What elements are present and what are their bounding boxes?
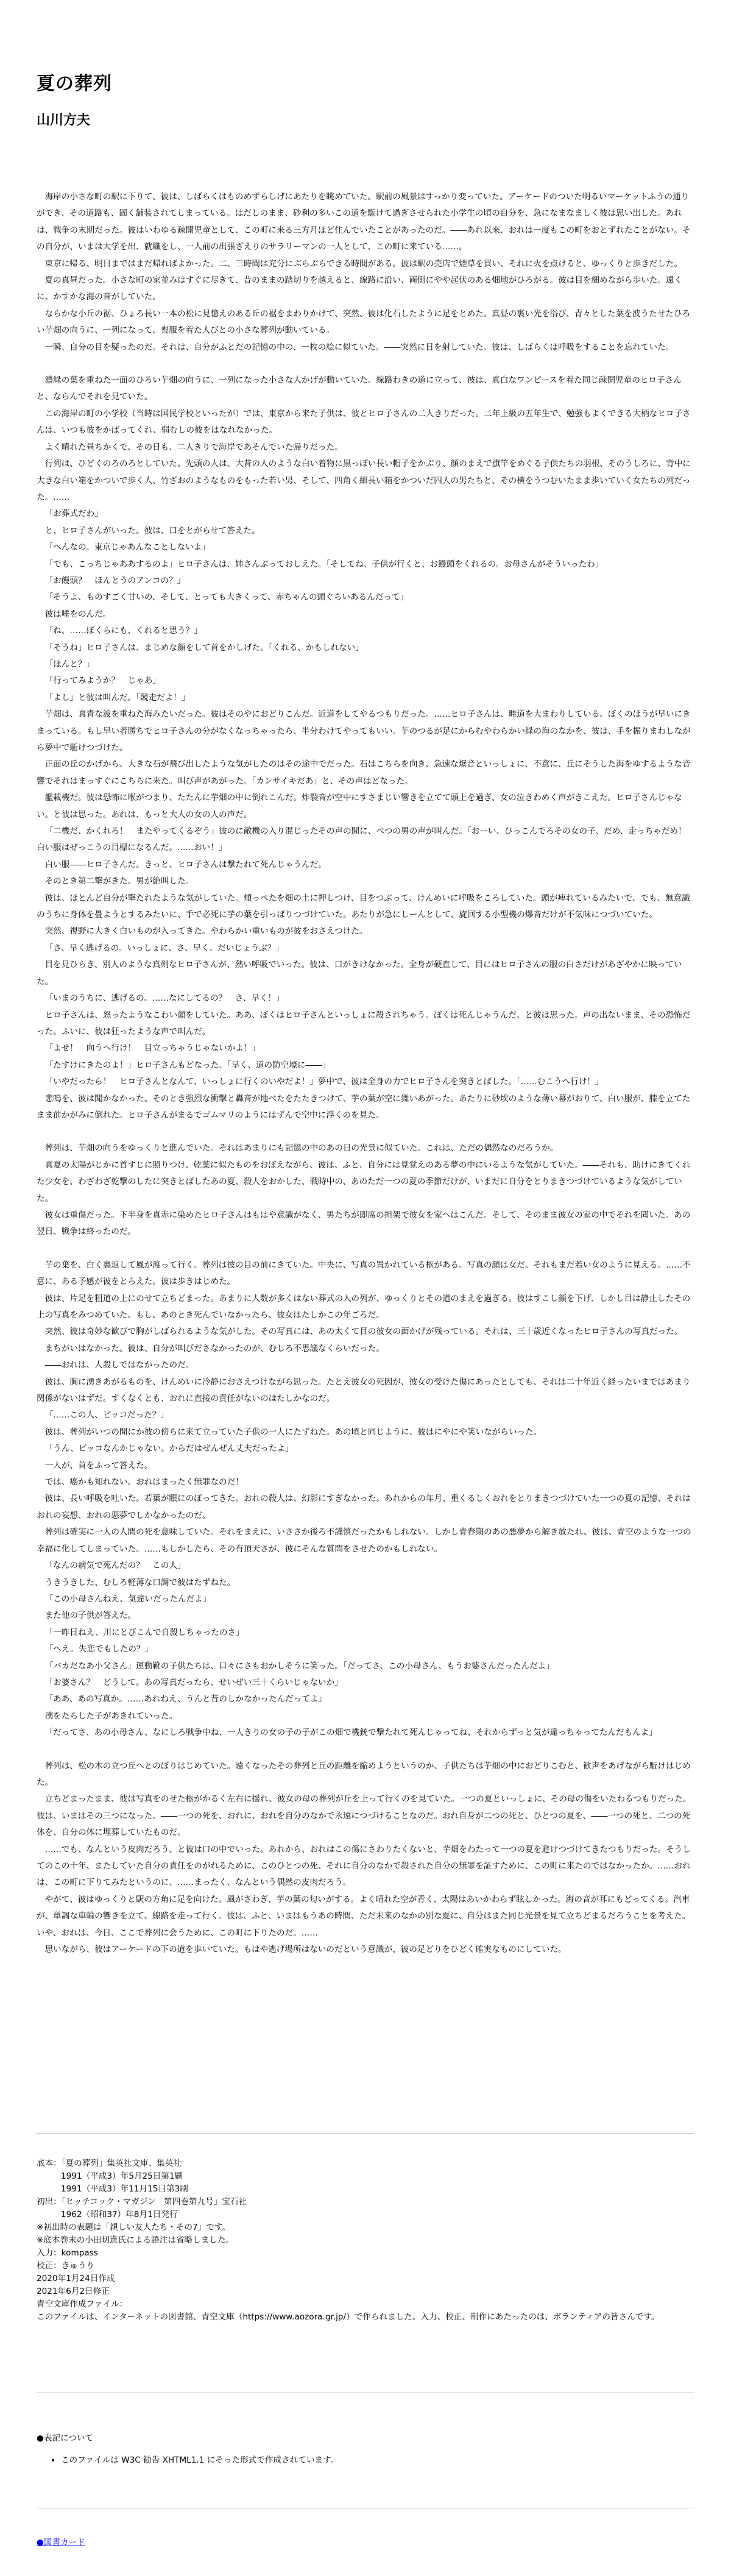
paragraph: 「お饅頭？ ほんとうのアンコの？」: [44, 575, 186, 586]
paragraph: よく晴れた昼ちかくで、その日も、二人きりで海岸であそんでいた帰りだった。: [44, 442, 343, 452]
section-gap: [37, 1742, 691, 1758]
biblio-line: 校正：きゅうり: [37, 2261, 95, 2271]
paragraph: 濃緑の葉を重ねた一面のひろい芋畑の向うに、一列になった小さな人かげが動いていた。線路わきの道に立って、彼は、真白なワンピースを着た同じ疎開児童のヒロ子さんと、ならんでそれを見ていた。: [37, 375, 682, 402]
paragraph: 彼は、ほとんど自分が撃たれたような気がしていた。頬っぺたを畑の土に押しつけ、目をつぶって、けんめいに呼吸をころしていた。頭が痺れているみたいで、でも、無意識のうちに身体を畳ようとするみたいに、手で必死に芋の葉を引っぱりつづけていた。あたりが急にしーんとして、旋回する小型機の爆音だけが不気味につづいていた。: [37, 893, 690, 920]
paragraph: 「二機だ、かくれろ！ またやってくるぞう」彼のに敵機の入り混じったその声の間に、べつの男の声が叫んだ。「おーい、ひっこんでろその女の子、だめ、走っちゃだめ！ 白い服はぜっこうの目標になるんだ。……おい！」: [37, 826, 695, 853]
paragraph: 突然、視野に大きく白いものが入ってきた。やわらかい重いものが彼をおさえつけた。: [44, 926, 368, 937]
paragraph: ……でも、なんという皮肉だろう、と彼は口の中でいった。あれから、おれはこの傷にさわりたくないと、芋畑をわたって一つの夏を避けつづけてきたつもりだった。そうしてのこの十年、またしていた自分の責任をのがれるために、このひとつの死、それに自分のなかで殺された自分の無罪を証すために、この町に来たのではなかったか。……おれは、この町に下りてみたというのに、……まったく、なんという偶然の皮肉だろう。: [37, 1844, 691, 1888]
biblio-line: 2020年1月24日作成: [37, 2274, 115, 2283]
notes-item: • このファイルは W3C 勧告 XHTML1.1 にそった形式で作成されています。: [61, 2454, 339, 2467]
biblio-line: 1991（平成3）年5月25日第1刷: [61, 2171, 183, 2181]
biblio-line: ※底本巻末の小田切進氏による語注は省略しました。: [37, 2235, 235, 2245]
paragraph: と、ヒロ子さんがいった。彼は、口をとがらせて答えた。: [44, 525, 260, 536]
paragraph: まちがいはなかった。彼は、自分が叫びださなかったのが、むしろ不思議なくらいだった。: [44, 1343, 384, 1354]
section-1: [37, 189, 691, 356]
notes-list: [37, 2454, 339, 2467]
paragraph: 彼女は重傷だった。下半身を真赤に染めたヒロ子さんはもはや意識がなく、男たちが即席の担架で彼女を家へはこんだ。そして、そのまま彼女の家の中でそれを聞いた。あの翌日、戦争は終ったのだ。: [37, 1210, 691, 1237]
author-name: 山川方夫: [37, 113, 91, 128]
paragraph: 葬列は、松の木の立つ丘へとのぼりはじめていた。遠くなったその葬列と丘の距離を縮めようというのか、子供たちは芋畑の中におどりこむと、歓声をあげながら駈けはじめた。: [37, 1761, 691, 1787]
paragraph: 「たすけにきたのよ！」ヒロ子さんもどなった。「早く、道の防空壕に――」: [44, 1060, 331, 1070]
paragraph: 「へんなの。東京じゃあんなことしないよ」: [44, 542, 210, 553]
section-5: [37, 1758, 691, 1959]
paragraph: 葬列は、芋畑の向うをゆっくりと進んでいた。それはあまりにも記憶の中のあの日の光景に似ていた。これは、ただの偶然なのだろうか。: [44, 1143, 559, 1154]
section-gap: [37, 1124, 691, 1140]
paragraph: 「……この人、ピッコだった？」: [44, 1410, 169, 1421]
paragraph: 「行ってみようか？ じゃあ」: [44, 676, 161, 686]
biblio-line: ※初出時の表題は「親しい友人たち・その7」です。: [37, 2223, 231, 2232]
paragraph: 真夏の太陽がじかに首すじに照りつけ、乾葉に似たものをおぼえながら、彼は、ふと、自分には見覚えのある夢の中にいるような気がしていた。――それも、助けにきてくれた少女を、わざわざ乾撃のしたに突きとばしたあの夏、殺人をおかした、戦時中の、あのただ一つの夏の季節だけが、いまだに自分をとりまきつづけているような気がしていた。: [37, 1160, 691, 1204]
section-3: [37, 1140, 691, 1240]
paragraph: 「そうね」ヒロ子さんは、まじめな顔をして首をかしげた。「くれる、かもしれない」: [44, 642, 364, 653]
paragraph: 「一昨日ねえ、川にとびこんで自殺しちゃったのさ」: [44, 1627, 244, 1637]
paragraph: では、癌かも知れない。おれはまったく無罪なのだ！: [44, 1477, 244, 1488]
paragraph: 「この小母さんねえ、気違いだったんだよ」: [44, 1594, 211, 1604]
page-title: 夏の葬列: [37, 73, 112, 94]
paragraph: 立ちどまったまま、彼は写真をのせた柩がかるく左右に揺れ、彼女の母の葬列が丘を上って行くのを見ていた。一つの夏といっしょに、その母の傷をいたわるつもりだった。彼は、いまはその三つになった。――一つの死を、おれに、おれを自分のなかで永遠につづけることなのだ。おれ自身が二つの死と、ひとつの夏を、――一つの死と、二つの死体を、自分の体に埋葬していたものだ。: [37, 1794, 691, 1838]
paragraph: 「さ、早く逃げるの。いっしょに、さ、早く。だいじょうぶ？」: [44, 943, 284, 953]
paragraph: うきうきした、むしろ軽薄な口調で彼はたずねた。: [44, 1577, 236, 1588]
biblio-line: 青空文庫作成ファイル：: [37, 2299, 128, 2309]
paragraph: 一人が、首をふって答えた。: [44, 1460, 153, 1471]
paragraph: 海岸の小さな町の駅に下りて、彼は、しばらくはものめずらしげにあたりを眺めていた。駅前の風景はすっかり変っていた。アーケードのついた明るいマーケットふうの通りができ、その道路も、固く舗装されてしまっている。はだしのまま、砂利の多いこの道を駈けて過ぎさせられた小学生の頃の自分を、急になまなましく彼は思い出した。あれは、戦争の末期だった。彼はいわゆる疎開児童として、この町に来る三方月ほど住んでいたことがあったのだ。――あれ以来、おれは一度もこの町をおとずれたことがない。その自分が、いまは大学を出、就職をし、一人前の出張ざえりのサラリーマンの一人として、この町に来ている……。: [37, 192, 691, 252]
biblio-line: 2021年6月2日修正: [37, 2287, 110, 2296]
section-gap: [37, 1241, 691, 1257]
paragraph: 「ね、……ぼくらにも、くれると思う？」: [44, 626, 202, 636]
paragraph: 「ああ、あの写真か。……あれねえ、うんと昔のしかなかったんだってよ」: [44, 1694, 327, 1705]
paragraph: 「へえ。失恋でもしたの？」: [44, 1644, 154, 1655]
paragraph: 「だってさ、あの小母さん、なにしろ戦争中ね、一人きりの女の子の子がこの畑で機銃で撃たれて死んじゃってね、それからずっと気が違っちゃってたんだもんよ」: [44, 1728, 657, 1738]
paragraph: 「よせ！ 向うへ行け！ 目立っちゃうじゃないかよ！」: [44, 1043, 261, 1054]
paragraph: また他の子供が答えた。: [44, 1611, 136, 1621]
paragraph: 芋畑は、真青な波を重ねた海みたいだった。彼はそのやにおどりこんだ。近道をしてやるつもりだった。……ヒロ子さんは、畦道を大まわりしている。ぼくのほうが早いにきまっている。もし早い者勝ちでヒロ子さんの分がなくなっちゃったら、半分わけてやってもいい。芋のつるが足にからむやわらかい緑の海のなかを、彼は、手を振りまわしながら夢中で駈けつづけた。: [37, 709, 691, 753]
paragraph: 艦載機だ。彼は恐怖に喉がつまり、たたんに芋畑の中に倒れこんだ。炸裂音が空中にすさまじい響きを立てて頭上を過ぎ、女の泣きわめく声がきこえた。ヒロ子さんじゃない。と彼は思った。あれは、もっと大人の女の人の声だ。: [37, 793, 682, 820]
divider: [37, 2133, 694, 2134]
paragraph: 「でも、こっちじゃああするのよ」ヒロ子さんは、姉さんぶっておしえた。「そしてね、子供が行くと、お饅頭をくれるの。お母さんがそういったわ」: [44, 559, 604, 569]
paragraph: ヒロ子さんは、怒ったようなこわい顔をしていた。ああ、ぼくはヒロ子さんといっしょに殺されちゃう。ぼくは死んじゃうんだ、と彼は思った。声の出ないまま、その恐怖だった。ふいに、彼は狂ったような声で叫んだ。: [37, 1010, 691, 1037]
biblio-line: このファイルは、インターネットの図書館、青空文庫（https://www.aozora.gr.jp/）で作られました。入力、校正、制作にあたったのは、ボランティアの皆さんです。: [37, 2312, 660, 2322]
paragraph: 彼は、葬列がいつの間にか彼の傍らに来て立っていた子供の一人にたずねた。あの頃と同じように、彼はにやにや笑いながらいった。: [44, 1427, 542, 1437]
biblio-line: 1991（平成3）年11月15日第3刷: [61, 2184, 188, 2194]
paragraph: ――おれは、人殺しではなかったのだ。: [44, 1360, 194, 1371]
paragraph: やがて、彼はゆっくりと駅の方角に足を向けた。風がさわぎ、芋の葉の匂いがする。よく晴れた空が青く、太陽はあいかわらず眩しかった。海の音が耳にもどってくる。汽車が、単調な車輪の響きを立て、線路を走って行く。彼は、ふと、いまはもうあの時間、ただ未来のなかの別な夏に、自分はまた同じ光景を見て立ちどまるだろうことを考えた。いや、おれは、今日、ここで葬列に会うために、この町に下りたのだ。……: [37, 1894, 691, 1938]
paragraph: 夏の真昼だった。小さな町の家並みはすぐに尽きて、昔のままの踏切りを越えると、線路に沿い、両側にやや起伏のある畑地がひろがる。彼は目を細めながら歩いた。遠くに、かすかな海の音がしていた。: [37, 275, 683, 302]
biblio-line: 1962（昭和37）年8月1日発行: [61, 2210, 178, 2219]
paragraph: 正面の丘のかげから、大きな石が飛び出したような気がしたのはその途中でだった。石はこちらを向き、急速な爆音といっしょに、不意に、丘にそうした海をゆするような音響でそれはまっすぐにこちらに来た。叫び声があがった。「カンサイキだあ」と、その声はどなった。: [37, 759, 691, 786]
biblio-line: 底本：「夏の葬列」集英社文庫、集英社: [37, 2159, 182, 2168]
section-2: [37, 372, 695, 1124]
paragraph: 「バカだなあ小父さん」運動靴の子供たちは、口々にさもおかしそうに笑った。「だってさ、この小母さん、もうお婆さんだったんだよ」: [44, 1661, 554, 1671]
paragraph: 「お葬式だわ」: [44, 509, 103, 519]
paragraph: 「そうよ、ものすごく甘いの、そして、とっても大きくって、赤ちゃんの頭ぐらいあるんだって」: [44, 592, 409, 603]
paragraph: 彼は、胸に湧きあがるものを、けんめいに冷静におさえつけながら思った。たとえ彼女の死因が、彼女の受けた傷にあったとしても、それは二十年近く経ったいまではあまり関係がないはずだ。すくなくとも、おれに直接の責任がないのはたしかなのだ。: [37, 1377, 691, 1404]
main-text: [37, 189, 695, 1958]
library-card-link-container: [37, 2535, 85, 2547]
biblio-line: 入力：kompass: [37, 2248, 98, 2258]
paragraph: 洟をたらした子があきれていった。: [44, 1711, 178, 1721]
paragraph: 芋の葉を、白く裏返して風が渡って行く。葬列は彼の目の前にきていた。中央に、写真の置かれている柩がある。写真の顔は女だ。それもまだ若い女のように見える。……不意に、ある予感が彼をとらえた。彼は歩きはじめた。: [37, 1260, 691, 1287]
biblio-line: 初出：「ヒッチコック・マガジン 第四巻第九号」宝石社: [37, 2197, 247, 2207]
paragraph: 「よし」と彼は叫んだ。「競走だよ！」: [44, 692, 190, 703]
paragraph: 「なんの病気で死んだの？ この人」: [44, 1561, 186, 1571]
paragraph: この海岸の町の小学校（当時は国民学校といったが）では、東京から来た子供は、彼とヒロ子さんの二人きりだった。二年上級の五年生で、勉強もよくできる大柄なヒロ子さんは、いつも彼をかばってくれ、弱むしの彼をはなれなかった。: [37, 408, 691, 436]
paragraph: 彼は、片足を粗道の上にのせて立ちどまった。あまりに人数が多くはない葬式の人の列が、ゆっくりとその道のまえを過ぎる。彼はすこし顔を下げ、しかし目は静止したその上の写真をみつめていた。もし、あのとき死んでいなかったら、彼女はたしかこの年ごろだ。: [37, 1293, 691, 1320]
paragraph: 東京に帰る、明日まではまだ帰ればよかった。二、三時間は充分にぶらぶらできる時間がある。彼は駅の売店で煙草を買い、それに火を点けると、ゆっくりと歩きだした。: [44, 258, 683, 269]
library-card-link[interactable]: ●図書カード: [37, 2538, 85, 2547]
notes-heading: ●表記について: [37, 2433, 94, 2443]
paragraph: 目を見ひらき、別人のような真剣なヒロ子さんが、熱い呼吸でいった。彼は、口がきけなかった。全身が硬直して、目にはヒロ子さんの服の白さだけがあざやかに映っていた。: [37, 960, 682, 987]
section-4: [37, 1257, 691, 1742]
paragraph: 白い服――ヒロ子さんだ。きっと、ヒロ子さんは撃たれて死んじゃうんだ。: [44, 859, 327, 870]
paragraph: ならかな小丘の裾、ひょろ長い一本の松に見憶えのある丘の裾をまわりかけて、突然、彼は化石したように足をとめた。真昼の裏い光を浴び、青々とした葉を波うたせたひろい芋畑の向うに、一列になって、喪服を着た人びとの小さな葬列が動いている。: [37, 308, 691, 336]
paragraph: 一瞬、自分の目を疑ったのだ。それは、自分がふとだの記憶の中の、一枚の絵に似ていた。――突然に日を射していた。彼は、しばらくは呼吸をすることを忘れていた。: [44, 342, 674, 352]
bibliographic-info: [37, 2157, 691, 2324]
paragraph: 思いながら、彼はアーケードの下の道を歩いていた。もはや逃げ場所はないのだという意識が、彼の足どりをひどく確実なものにしていた。: [44, 1945, 567, 1955]
paragraph: 彼は唾をのんだ。: [44, 609, 111, 619]
notation-notes: [37, 2432, 339, 2467]
paragraph: そのとき第二撃がきた。男が絶叫した。: [44, 876, 194, 887]
paragraph: 葬列は確実に一人の人間の死を意味していた。それをまえに、いささか後ろ不謹慎だったかもしれない。しかし青春期のあの悪夢から解き放たれ、彼は、青空のような一つの幸福に化してしまっていた。……もしかしたら、その有頂天さが、彼にそんな質問をさせたのかもしれない。: [37, 1527, 691, 1554]
paragraph: 「いやだったら！ ヒロ子さんとなんて、いっしょに行くのいやだよ！」夢中で、彼は全身の力でヒロ子さんを突きとばした。「……むこうへ行け！」: [44, 1077, 604, 1087]
paragraph: 「うん、ピッコなんかじゃない。からだはぜんぜん丈夫だったよ」: [44, 1444, 294, 1454]
paragraph: 行列は、ひどくのろのろとしていた。先頭の人は、大昔の人のような白い着物に黒っぽい長い帽子をかぶり、顔のまえで旗竿をめぐる子供たちの羽根、そのうしろに、背中に大きな白い箱をかついで歩く人、竹ざおのようなものをもった若い男、そして、四角く細長い箱をかついだ四人の男たちと、その横をうつむいたまま歩いていく女たちの列だった。……: [37, 459, 691, 502]
paragraph: 悲鳴を、彼は聞かなかった。そのとき強烈な衝撃と轟音が地べたをたたきつけて、芋の葉が空に舞いあがった。あたりに砂埃のような薄い幕がおりて、白い服が、膝を立てたまま前かがみに倒れた。ヒロ子さんがまるでゴムマリのようにはずんで空中に浮くのを見た。: [37, 1093, 691, 1120]
paragraph: 彼は、長い呼吸を吐いた。若葉が眼にのぼってきた。おれの殺人は、幻影にすぎなかった。あれからの年月、重くるしくおれをとりまきつづけていた一つの夏の記憶、それはおれの妄想、おれの悪夢でしかなかったのだ。: [37, 1494, 691, 1520]
paragraph: 突然、彼は奇妙な歓びで胸がしばられるような気がした。その写真には、あの太くて目の彼女の面かげが残っている。それは、三十歳近くなったヒロ子さんの写真だった。: [44, 1327, 683, 1337]
paragraph: 「ほんと？」: [44, 659, 95, 669]
section-gap: [37, 356, 691, 372]
paragraph: 「いまのうちに、逃げるの。……なにしてるの？ さ、早く！」: [44, 993, 284, 1004]
paragraph: 「お婆さん？ どうして。あの写真だったら、せいぜい三十くらいじゃないか」: [44, 1677, 343, 1687]
